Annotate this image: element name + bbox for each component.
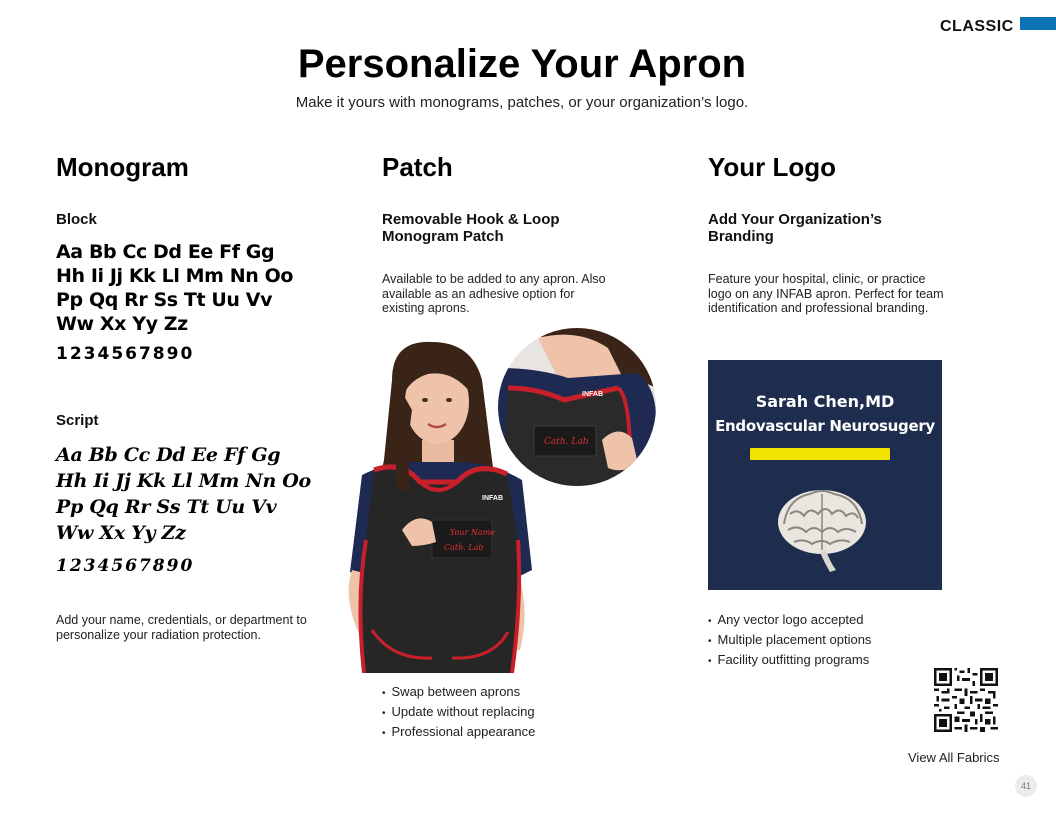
patch-description: Available to be added to any apron. Also available as an adhesive option for existing aprons. xyxy=(382,272,606,315)
script-alphabet-line: Ww Xx Yy Zz xyxy=(56,522,186,544)
block-heading: Block xyxy=(56,211,97,228)
closeup-patch-text: Cath. Lab xyxy=(544,437,589,447)
monogram-description: Add your name, credentials, or department to personalize your radiation protection. xyxy=(56,613,307,642)
script-heading: Script xyxy=(56,412,99,429)
logo-sample-stripe xyxy=(750,448,890,460)
patch-heading: Removable Hook & Loop Monogram Patch xyxy=(382,211,560,245)
patch-closeup-photo xyxy=(498,328,656,486)
section-accent-bar xyxy=(1020,17,1056,30)
logo-description: Feature your hospital, clinic, or practice logo on any INFAB apron. Perfect for team identification and professional branding. xyxy=(708,272,944,315)
logo-heading: Add Your Organization’s Branding xyxy=(708,211,882,245)
block-alphabet-line: Pp Qq Rr Ss Tt Uu Vv xyxy=(56,289,273,311)
patch-name-text: Your Name xyxy=(450,528,496,537)
list-item: • Any vector logo accepted xyxy=(708,610,871,630)
logo-bullet-list xyxy=(708,610,871,670)
script-alphabet-line: Pp Qq Rr Ss Tt Uu Vv xyxy=(56,496,277,518)
script-digits: 1234567890 xyxy=(56,556,195,576)
patch-bullet-list xyxy=(382,682,535,742)
logo-title: Your Logo xyxy=(708,152,837,182)
logo-sample-name: Sarah Chen,MD xyxy=(755,392,895,411)
block-alphabet-line: Ww Xx Yy Zz xyxy=(56,313,188,335)
list-item: • Swap between aprons xyxy=(382,682,535,702)
view-all-fabrics-link[interactable]: View All Fabrics xyxy=(908,750,1000,765)
block-digits: 1234567890 xyxy=(56,344,195,364)
page-title: Personalize Your Apron xyxy=(297,42,747,86)
patch-title: Patch xyxy=(382,152,453,182)
list-item: • Facility outfitting programs xyxy=(708,650,871,670)
page-subtitle: Make it yours with monograms, patches, or your organization’s logo. xyxy=(295,94,749,111)
section-label: CLASSIC xyxy=(940,18,1014,35)
closeup-brand-text: INFAB xyxy=(582,391,603,398)
logo-sample-photo xyxy=(708,360,942,590)
page-number: 41 xyxy=(1015,775,1037,797)
block-alphabet-line: Hh Ii Jj Kk Ll Mm Nn Oo xyxy=(56,265,294,287)
apron-brand-text: INFAB xyxy=(482,495,503,502)
list-item: • Update without replacing xyxy=(382,702,535,722)
patch-dept-text: Cath. Lab xyxy=(444,543,484,552)
qr-code-icon[interactable] xyxy=(934,668,998,732)
script-alphabet-line: Aa Bb Cc Dd Ee Ff Gg xyxy=(56,444,281,466)
list-item: • Multiple placement options xyxy=(708,630,871,650)
brain-icon xyxy=(774,484,870,574)
logo-sample-department: Endovascular Neurosugery xyxy=(715,417,935,435)
block-alphabet-line: Aa Bb Cc Dd Ee Ff Gg xyxy=(56,241,275,263)
monogram-title: Monogram xyxy=(56,152,189,182)
script-alphabet-line: Hh Ii Jj Kk Ll Mm Nn Oo xyxy=(56,470,311,492)
list-item: • Professional appearance xyxy=(382,722,535,742)
